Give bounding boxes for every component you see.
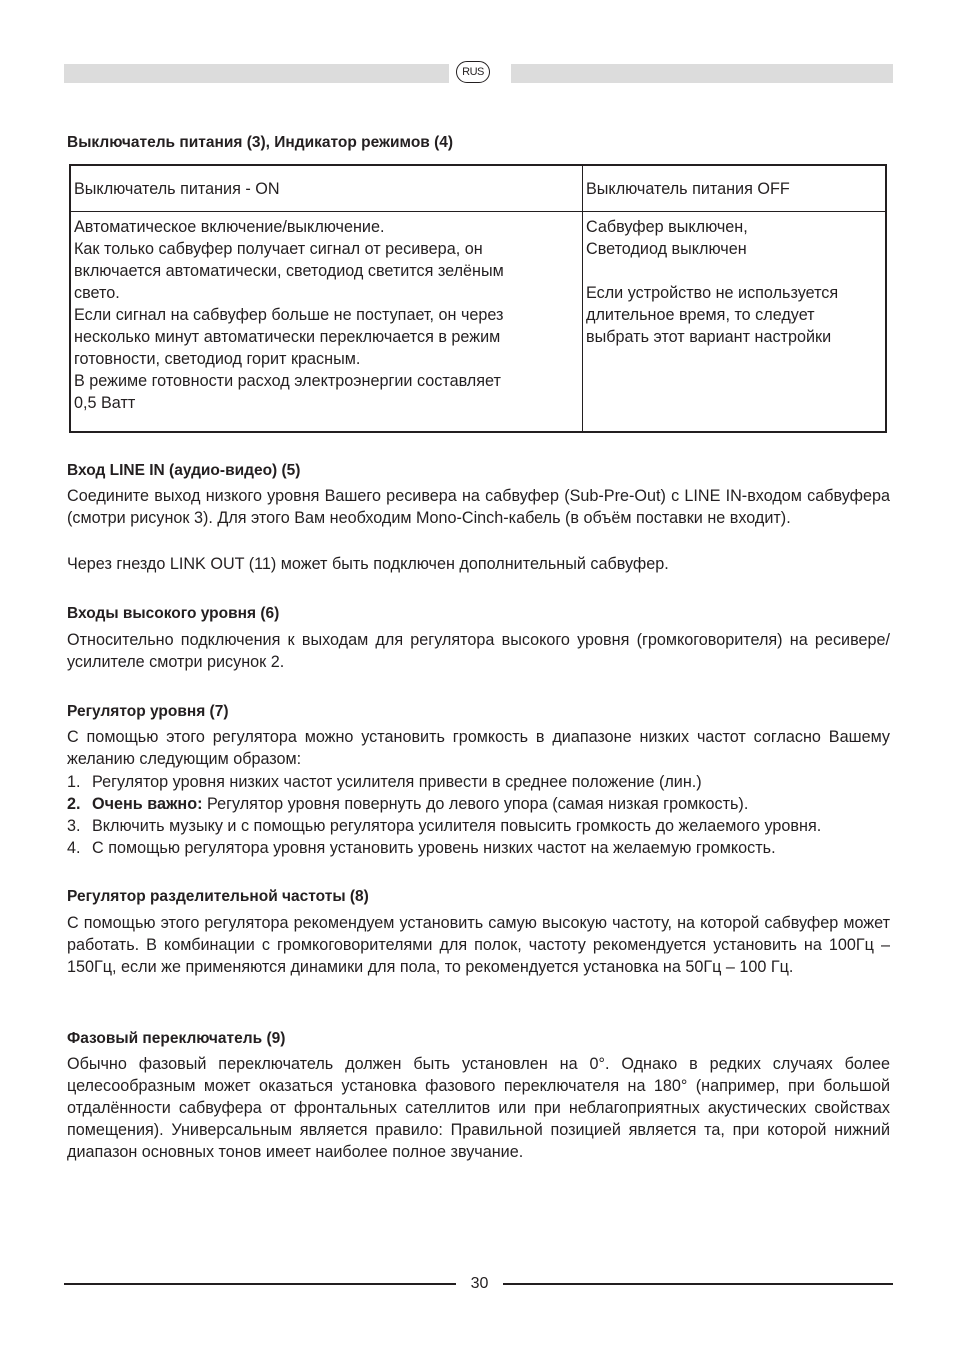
table-body-row (70, 211, 886, 432)
power-modes-table (69, 164, 887, 433)
section-title-crossover-control: Регулятор разделительной частоты (8) (67, 888, 369, 905)
cell-line: Если сигнал на сабвуфер больше не поступает, он через (74, 305, 504, 324)
level-control-paragraph: С помощью этого регулятора можно установить громкость в диапазоне низких частот согласно Вашему желанию следующим образом: (67, 728, 890, 768)
cell-line: 0,5 Ватт (74, 393, 136, 412)
cell-line: свето. (74, 283, 120, 302)
line-in-paragraph: Соедините выход низкого уровня Вашего ресивера на сабвуфер (Sub-Pre-Out) с LINE IN-входом сабвуфера (смотри рисунок 3). Для этого Вам необходим Mono-Cinch-кабель (в объём поставки не входит). (67, 487, 890, 527)
cell-line: Как только сабвуфер получает сигнал от ресивера, он (74, 239, 483, 258)
cell-line: выбрать этот вариант настройки (586, 327, 832, 346)
header-bar-left (64, 64, 449, 83)
link-out-paragraph: Через гнездо LINK OUT (11) может быть подключен дополнительный сабвуфер. (67, 555, 669, 573)
cell-line: несколько минут автоматически переключается в режим (74, 327, 501, 346)
table-header-row (70, 165, 886, 211)
header-bar-right (511, 64, 893, 83)
table-cell-on-description (70, 211, 583, 432)
step-number: 4. (67, 839, 81, 857)
cell-line: готовности, светодиод горит красным. (74, 349, 361, 368)
crossover-paragraph: С помощью этого регулятора рекомендуем установить самую высокую частоту, на которой сабвуфер может работать. В комбинации с громкоговорителями для полок, частоту рекомендуется установить на 100Гц – 150Гц, если же применяются динамики для пола, то рекомендуется установка на 50Гц – 100 Гц. (67, 914, 890, 976)
section-title-power-switch: Выключатель питания (3), Индикатор режимов (4) (67, 134, 454, 151)
step-number: 1. (67, 773, 81, 791)
step-text: С помощью регулятора уровня установить уровень низких частот на желаемую громкость. (92, 839, 776, 857)
cell-line: длительное время, то следует (586, 305, 815, 324)
step-number: 3. (67, 817, 81, 835)
level-control-steps (67, 771, 907, 859)
list-item (67, 771, 907, 793)
language-badge: RUS (456, 61, 490, 83)
cell-line: Если устройство не используется (586, 283, 839, 302)
step-number: 2. (67, 795, 81, 813)
list-item (67, 793, 907, 815)
footer-rule-right (503, 1283, 893, 1285)
step-emphasis: Очень важно: (92, 795, 203, 813)
cell-line: Автоматическое включение/выключение. (74, 217, 385, 236)
table-header-on: Выключатель питания - ON (70, 165, 583, 211)
cell-line: Светодиод выключен (586, 239, 747, 258)
page-number: 30 (470, 1275, 489, 1292)
footer-rule-left (64, 1283, 456, 1285)
table-header-off: Выключатель питания OFF (583, 165, 887, 211)
section-title-high-level-inputs: Входы высокого уровня (6) (67, 605, 280, 622)
list-item (67, 837, 907, 859)
section-title-line-in: Вход LINE IN (аудио-видео) (5) (67, 462, 301, 479)
section-title-level-control: Регулятор уровня (7) (67, 703, 229, 720)
cell-line: включается автоматически, светодиод светится зелёным (74, 261, 504, 280)
high-level-inputs-paragraph: Относительно подключения к выходам для регулятора высокого уровня (громкоговорителя) на ресивере/усилителе смотри рисунок 2. (67, 631, 890, 671)
step-text: Включить музыку и с помощью регулятора усилителя повысить громкость до желаемого уровня. (92, 817, 822, 835)
section-title-phase-switch: Фазовый переключатель (9) (67, 1030, 286, 1047)
phase-switch-paragraph: Обычно фазовый переключатель должен быть установлен на 0°. Однако в редких случаях более целесообразным может оказаться установка фазового переключателя на 180° (например, при большой отдалённости сабвуфера от фронтальных сателлитов или при неблагоприятных акустических свойствах помещения). Универсальным является правило: Правильной позицией является та, при которой нижний диапазон основных тонов имеет наиболее полное звучание. (67, 1055, 890, 1161)
cell-line: В режиме готовности расход электроэнергии составляет (74, 371, 501, 390)
step-text: Регулятор уровня повернуть до левого упора (самая низкая громкость). (202, 795, 749, 813)
table-cell-off-description (583, 211, 887, 432)
step-text: Регулятор уровня низких частот усилителя привести в среднее положение (лин.) (92, 773, 702, 791)
list-item (67, 815, 907, 837)
cell-spacer (586, 260, 882, 282)
cell-line: Сабвуфер выключен, (586, 217, 748, 236)
